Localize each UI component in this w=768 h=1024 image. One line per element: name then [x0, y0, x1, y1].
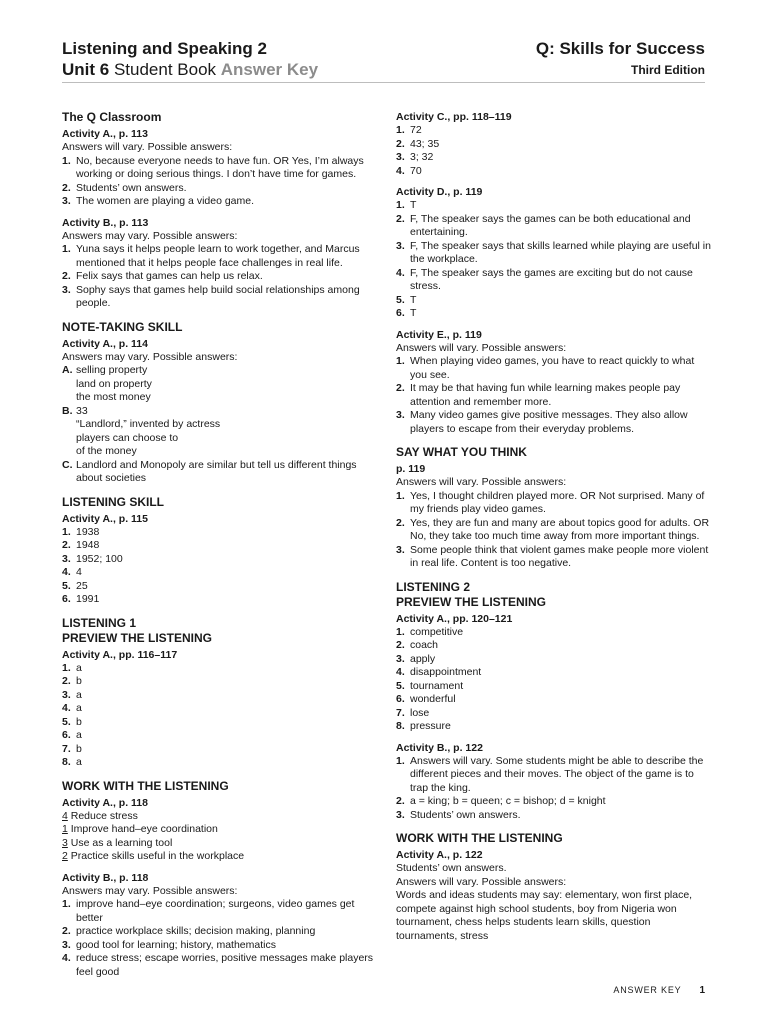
item-lines [76, 364, 377, 405]
answer-list [396, 755, 711, 823]
activity-intro: Answers will vary. Possible answers: [396, 341, 567, 354]
activity-title: Activity B., p. 113 [62, 216, 149, 229]
item-text: Yes, I thought children played more. OR Not surprised. Many of my friends play video games. [410, 489, 705, 515]
list-item [62, 459, 377, 486]
item-number: 3. [62, 283, 71, 296]
list-item [396, 382, 711, 409]
item-text: improve hand–eye coordination; surgeons, video games get better [76, 898, 355, 924]
item-number: 3. [62, 688, 71, 701]
item-text: a [76, 702, 82, 714]
item-label: B. [62, 404, 73, 417]
answer-line: Students’ own answers. [396, 862, 507, 874]
item-number: 2. [396, 516, 405, 529]
list-item [62, 743, 377, 757]
activity-title: Activity A., pp. 116–117 [62, 648, 178, 661]
answer-list [396, 199, 711, 321]
rank-text: Use as a learning tool [67, 836, 173, 849]
item-text: 3; 32 [410, 151, 434, 163]
item-text: 72 [410, 124, 422, 136]
item-line: “Landlord,” invented by actress [76, 418, 221, 430]
right-column [396, 110, 711, 943]
item-line: selling property [76, 364, 148, 376]
rank-number: 4 [62, 809, 68, 822]
list-item [62, 716, 377, 730]
list-item [396, 294, 711, 308]
item-label: A. [62, 364, 73, 376]
item-number: 7. [396, 706, 405, 719]
item-number: 2. [62, 675, 71, 687]
item-number: 7. [62, 742, 71, 755]
item-number: 3. [62, 195, 71, 207]
unit-title [62, 59, 318, 80]
list-item [62, 182, 377, 196]
list-item [396, 755, 711, 796]
item-number: 6. [396, 693, 405, 705]
activity-title: Activity A., pp. 120–121 [396, 612, 513, 625]
activity-title: Activity C., pp. 118–119 [396, 111, 512, 123]
item-number: 4. [396, 164, 405, 177]
ranking-item [62, 823, 377, 837]
ranking-list [62, 810, 377, 864]
section-heading: WORK WITH THE LISTENING [396, 831, 563, 845]
item-number: 1. [396, 199, 405, 211]
list-item [62, 270, 377, 284]
item-number: 4. [396, 266, 405, 279]
item-text: practice workplace skills; decision making, planning [76, 925, 316, 937]
item-text: good tool for learning; history, mathematics [76, 938, 276, 951]
item-text: Yuna says it helps people learn to work together, and Marcus mentioned that it helps people face challenges in real life. [76, 243, 360, 269]
answer-paragraph: Words and ideas students may say: elementary, won first place, compete against high school students, boy from Nigeria won tournament, chess helps students learn skills, question tournaments, stress [396, 889, 693, 942]
item-number: 2. [396, 795, 405, 807]
list-item [62, 675, 377, 689]
item-text: T [410, 307, 417, 319]
item-number: 1. [62, 898, 71, 910]
item-text: Students’ own answers. [76, 181, 187, 194]
item-text: 1952; 100 [76, 552, 123, 565]
list-item [62, 662, 377, 676]
list-item [396, 653, 711, 667]
item-line: land on property [76, 377, 152, 390]
list-item [396, 240, 711, 267]
list-item [62, 756, 377, 770]
list-item [396, 707, 711, 721]
item-label: C. [62, 458, 73, 471]
book-title: Listening and Speaking 2 [62, 39, 267, 58]
list-item [62, 729, 377, 743]
list-item [62, 243, 377, 270]
ranking-item [62, 850, 377, 864]
item-text: Many video games give positive messages. They also allow players to escape from their everyday problems. [410, 409, 688, 435]
item-number: 1. [62, 525, 71, 538]
list-item [396, 307, 711, 321]
header-left [62, 38, 318, 80]
item-text: Students’ own answers. [410, 808, 521, 821]
item-text: a [76, 661, 82, 674]
list-item [62, 593, 377, 607]
item-text: It may be that having fun while learning makes people pay attention and remember more. [410, 382, 681, 408]
ranking-item [62, 837, 377, 851]
activity-intro: Answers will vary. Possible answers: [62, 141, 233, 153]
list-item [62, 364, 377, 405]
item-text: a [76, 729, 82, 741]
item-text: F, The speaker says that skills learned while playing are useful in the workplace. [410, 239, 711, 265]
activity-title: Activity D., p. 119 [396, 186, 483, 198]
item-text: Landlord and Monopoly are similar but tell us different things about societies [76, 458, 357, 484]
item-number: 6. [62, 729, 71, 741]
list-item [62, 925, 377, 939]
answer-list [396, 490, 711, 571]
item-number: 2. [396, 382, 405, 394]
brand-name: Q: Skills for Success [535, 39, 705, 58]
list-item [396, 680, 711, 694]
item-line: of the money [76, 445, 137, 457]
item-number: 3. [62, 938, 71, 951]
item-text: wonderful [410, 693, 456, 705]
list-item [62, 689, 377, 703]
item-text: Sophy says that games help build social relationships among people. [76, 283, 360, 309]
item-text: F, The speaker says the games can be both educational and entertaining. [410, 212, 691, 238]
list-item [396, 666, 711, 680]
item-number: 3. [396, 151, 405, 163]
item-text: a = king; b = queen; c = bishop; d = knight [410, 795, 606, 807]
item-number: 8. [62, 756, 71, 768]
item-number: 2. [62, 539, 71, 551]
list-item [62, 952, 377, 979]
item-number: 1. [62, 243, 71, 255]
item-text: T [410, 199, 417, 211]
activity-title: Activity A., p. 118 [62, 796, 148, 809]
header-divider [62, 82, 705, 83]
rank-text: Reduce stress [67, 809, 138, 822]
list-item [62, 284, 377, 311]
item-text: disappointment [410, 666, 482, 678]
item-number: 6. [62, 593, 71, 605]
item-text: 1938 [76, 525, 100, 538]
item-text: competitive [410, 625, 464, 638]
section-subheading: PREVIEW THE LISTENING [396, 594, 547, 609]
item-text: reduce stress; escape worries, positive messages make players feel good [76, 952, 374, 978]
unit-book: Student Book [109, 60, 221, 79]
list-item [396, 517, 711, 544]
item-text: b [76, 715, 82, 728]
list-item [62, 566, 377, 580]
footer-label: ANSWER KEY [613, 985, 682, 995]
item-number: 2. [62, 181, 71, 194]
list-item [62, 702, 377, 716]
item-lines [76, 405, 377, 459]
list-item [62, 580, 377, 594]
item-text: tournament [410, 679, 464, 692]
answer-list [62, 526, 377, 607]
list-item [396, 626, 711, 640]
section-heading: LISTENING SKILL [62, 494, 164, 509]
item-text: 1948 [76, 539, 100, 551]
item-text: 70 [410, 164, 422, 177]
item-number: 8. [396, 720, 405, 732]
item-number: 2. [62, 270, 71, 282]
list-item [396, 213, 711, 240]
list-item [62, 539, 377, 553]
item-number: 4. [396, 666, 405, 678]
item-text: apply [410, 652, 436, 665]
item-number: 6. [396, 307, 405, 319]
list-item [396, 267, 711, 294]
item-number: 3. [396, 652, 405, 665]
activity-intro: Answers may vary. Possible answers: [62, 350, 238, 363]
item-number: 4. [62, 952, 71, 964]
item-number: 1. [396, 124, 405, 136]
page-number: 1 [699, 985, 705, 996]
item-number: 1. [396, 355, 405, 367]
list-item [62, 553, 377, 567]
item-number: 3. [396, 808, 405, 821]
answer-list [62, 898, 377, 979]
list-item [62, 195, 377, 209]
item-text: a [76, 756, 82, 768]
item-number: 2. [396, 639, 405, 651]
item-text: lose [410, 706, 430, 719]
rank-number: 3 [62, 836, 68, 849]
item-number: 1. [396, 625, 405, 638]
section-heading: WORK WITH THE LISTENING [62, 778, 229, 793]
item-number: 1. [62, 154, 71, 167]
item-number: 5. [62, 715, 71, 728]
rank-text: Practice skills useful in the workplace [67, 850, 245, 862]
activity-intro: Answers may vary. Possible answers: [62, 229, 238, 242]
activity-title: Activity A., p. 113 [62, 128, 148, 140]
answer-list [62, 155, 377, 209]
item-text: 43; 35 [410, 137, 440, 150]
activity-title: Activity A., p. 122 [396, 849, 483, 861]
section-heading: LISTENING 2 [396, 579, 471, 594]
item-line: players can choose to [76, 431, 179, 444]
list-item [396, 151, 711, 165]
item-text: a [76, 688, 82, 701]
list-item [62, 939, 377, 953]
item-text: b [76, 742, 82, 755]
activity-title: p. 119 [396, 463, 426, 475]
list-item [62, 155, 377, 182]
list-item [62, 898, 377, 925]
list-item [396, 639, 711, 653]
item-text: Felix says that games can help us relax. [76, 270, 263, 282]
item-text: The women are playing a video game. [76, 195, 255, 207]
activity-title: Activity A., p. 114 [62, 337, 148, 350]
list-item [396, 693, 711, 707]
list-item [396, 124, 711, 138]
section-heading: LISTENING 1 [62, 615, 137, 630]
item-text: coach [410, 639, 439, 651]
item-number: 2. [396, 212, 405, 225]
item-number: 1. [396, 489, 405, 502]
list-item [396, 355, 711, 382]
section-heading: The Q Classroom [62, 110, 162, 124]
list-item [396, 720, 711, 734]
item-number: 3. [62, 552, 71, 565]
item-number: 2. [396, 137, 405, 150]
unit-number: Unit 6 [62, 60, 110, 79]
item-number: 5. [396, 679, 405, 692]
activity-title: Activity B., p. 118 [62, 871, 149, 884]
item-text: 4 [76, 566, 82, 578]
item-number: 3. [396, 239, 405, 252]
item-number: 2. [62, 925, 71, 937]
answer-key-label: Answer Key [220, 60, 319, 79]
item-text: Yes, they are fun and many are about topics good for adults. OR No, they take too much time away from more important things. [410, 516, 710, 542]
activity-intro: Answers will vary. Possible answers: [396, 476, 567, 488]
section-subheading: PREVIEW THE LISTENING [62, 630, 213, 645]
list-item [396, 409, 711, 436]
list-item [62, 405, 377, 459]
item-number: 1. [62, 661, 71, 674]
activity-intro: Answers may vary. Possible answers: [62, 884, 238, 897]
list-item [396, 809, 711, 823]
rank-number: 2 [62, 850, 68, 862]
item-number: 5. [62, 579, 71, 592]
answer-list [62, 243, 377, 311]
answer-list [396, 124, 711, 178]
item-number: 3. [396, 543, 405, 556]
answer-list [396, 355, 711, 436]
footer [613, 985, 705, 996]
item-number: 5. [396, 293, 405, 306]
list-item [396, 490, 711, 517]
activity-title: Activity A., p. 115 [62, 512, 148, 525]
item-text: No, because everyone needs to have fun. OR Yes, I’m always working or doing serious things. I don’t have time for games. [76, 154, 364, 180]
ranking-item [62, 810, 377, 824]
activity-title: Activity E., p. 119 [396, 328, 482, 341]
list-item [62, 526, 377, 540]
list-item [396, 199, 711, 213]
item-line: the most money [76, 391, 151, 403]
list-item [396, 544, 711, 571]
item-text: b [76, 675, 82, 687]
item-text: Some people think that violent games make people more violent in real life. Content is too negative. [410, 543, 709, 569]
item-number: 1. [396, 754, 405, 767]
item-text: pressure [410, 720, 451, 732]
item-text: 25 [76, 579, 88, 592]
item-text: Answers will vary. Some students might be able to describe the different pieces and their moves. The object of the game is to trap the king. [410, 754, 704, 794]
left-column [62, 110, 377, 979]
list-item [396, 165, 711, 179]
activity-title: Activity B., p. 122 [396, 741, 483, 754]
item-number: 3. [396, 409, 405, 421]
item-number: 4. [62, 566, 71, 578]
rank-number: 1 [62, 823, 68, 835]
answer-list [396, 626, 711, 734]
list-item [396, 795, 711, 809]
list-item [396, 138, 711, 152]
section-heading: SAY WHAT YOU THINK [396, 445, 527, 459]
header-right [536, 38, 705, 80]
answer-list [62, 662, 377, 770]
edition: Third Edition [631, 63, 705, 77]
rank-text: Improve hand–eye coordination [67, 823, 218, 835]
item-number: 4. [62, 702, 71, 714]
item-text: T [410, 293, 417, 306]
item-text: F, The speaker says the games are exciting but do not cause stress. [410, 266, 693, 292]
answer-line: Answers will vary. Possible answers: [396, 875, 567, 888]
item-text: 1991 [76, 593, 100, 605]
item-line: 33 [76, 404, 88, 417]
item-text: When playing video games, you have to react quickly to what you see. [410, 355, 695, 381]
section-heading: NOTE-TAKING SKILL [62, 319, 183, 334]
